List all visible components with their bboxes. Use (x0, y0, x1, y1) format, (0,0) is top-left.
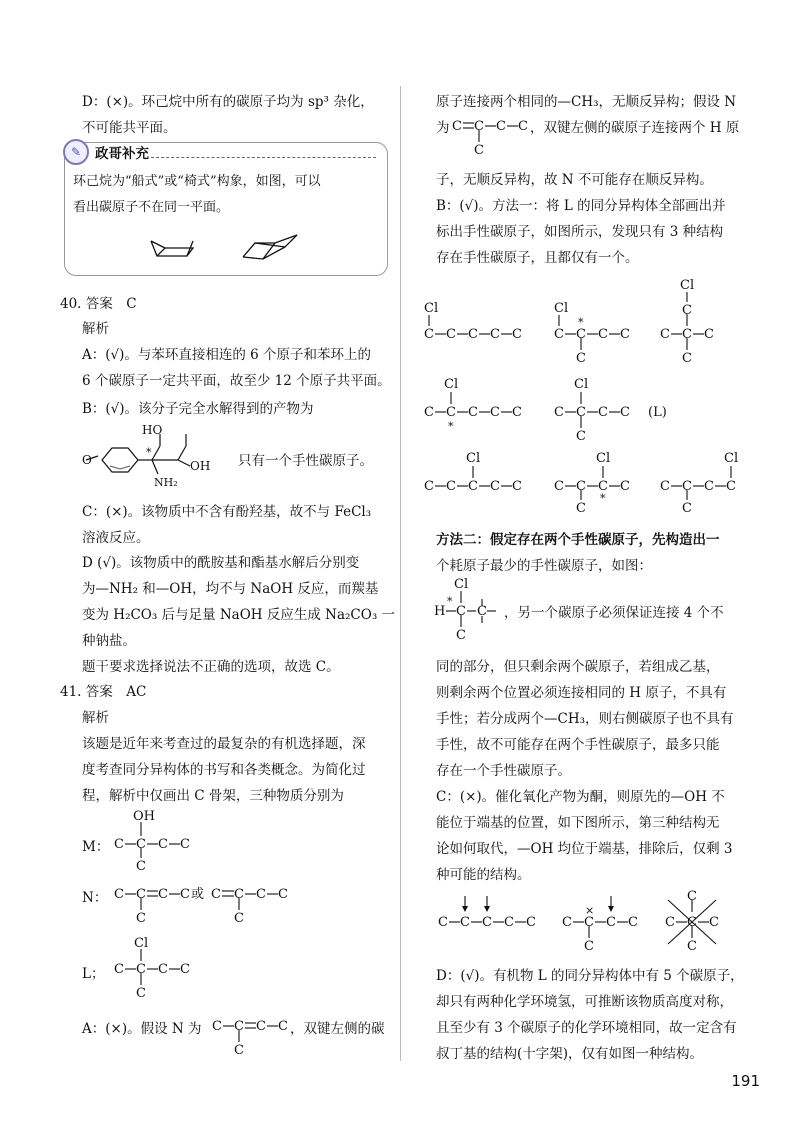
svg-text:C: C (687, 889, 697, 904)
q40-a-line1: A：(√)。与苯环直接相连的 6 个原子和苯环上的 (82, 347, 372, 363)
svg-text:C: C (620, 479, 630, 494)
svg-text:C: C (180, 962, 190, 977)
right-b-line1: B：(√)。方法一：将 L 的同分异构体全部画出并 (436, 198, 726, 214)
svg-text:C: C (136, 887, 146, 902)
svg-text:C: C (490, 479, 500, 494)
svg-text:C: C (709, 915, 719, 930)
svg-text:C: C (682, 501, 692, 516)
svg-text:Cl: Cl (596, 451, 611, 466)
svg-text:C: C (456, 604, 466, 619)
svg-text:C: C (554, 479, 564, 494)
svg-text:C: C (136, 986, 146, 1001)
svg-text:C: C (504, 915, 514, 930)
method2-line5: 手性；若分成两个—CH₃，则右侧碳原子也不具有 (436, 711, 734, 727)
svg-text:C: C (468, 327, 478, 342)
label-l: L； (82, 966, 105, 982)
svg-text:C: C (512, 405, 522, 420)
right-line2-pre: 为 (436, 120, 450, 136)
right-c-line3: 论如何取代，—OH 均位于端基，排除后，仅剩 3 (436, 841, 733, 857)
svg-text:C: C (212, 1019, 222, 1034)
svg-text:C: C (158, 962, 168, 977)
svg-text:C: C (424, 479, 434, 494)
svg-text:C: C (114, 887, 124, 902)
svg-text:C: C (158, 837, 168, 852)
right-c-line2: 能位于端基的位置，如下图所示，第三种结构无 (436, 815, 720, 831)
svg-text:C: C (452, 119, 462, 134)
q40-b-line1: B：(√)。该分子完全水解得到的产物为 (82, 401, 314, 417)
svg-text:C: C (554, 405, 564, 420)
svg-text:Cl: Cl (680, 278, 695, 293)
svg-text:C: C (456, 628, 466, 643)
svg-text:C: C (438, 915, 448, 930)
method2-line4: 则剩余两个位置必须连接相同的 H 原子，不具有 (436, 685, 727, 701)
svg-text:C: C (584, 939, 594, 954)
q41-header: 41. 答案 AC (60, 684, 147, 700)
svg-text:C: C (158, 887, 168, 902)
svg-text:C: C (136, 962, 146, 977)
svg-text:C: C (518, 119, 528, 134)
svg-text:H: H (434, 604, 446, 619)
boat-conformation (151, 241, 193, 256)
svg-text:C: C (598, 327, 608, 342)
svg-text:C: C (136, 859, 146, 874)
right-line1: 原子连接两个相同的—CH₃，无顺反异构；假设 N (436, 94, 737, 110)
method2-line6: 手性，故不可能存在两个手性碳原子，最多只能 (436, 737, 720, 753)
svg-text:C: C (682, 327, 692, 342)
page-number: 191 (731, 1072, 760, 1090)
q41-p-line3: 程，解析中仅画出 C 骨架，三种物质分别为 (82, 788, 344, 804)
svg-text:C: C (490, 405, 500, 420)
svg-text:C: C (477, 604, 487, 619)
svg-text:C: C (660, 479, 670, 494)
svg-text:C: C (474, 143, 484, 158)
right-line2-post: ，双键左侧的碳原子连接两个 H 原 (530, 120, 740, 136)
svg-text:C: C (682, 351, 692, 366)
supplement-header (63, 139, 149, 165)
right-d-line3: 且至少有 3 个碳原子的化学环境相同，故一定含有 (436, 1020, 737, 1036)
svg-text:C: C (234, 887, 244, 902)
svg-text:C: C (446, 327, 456, 342)
svg-text:C: C (180, 887, 190, 902)
svg-text:C: C (468, 405, 478, 420)
svg-text:C: C (598, 405, 608, 420)
or-text: 或 (191, 887, 205, 902)
svg-text:C: C (482, 915, 492, 930)
q40-analysis-label: 解析 (82, 321, 109, 337)
right-c-line4: 种可能的结构。 (436, 867, 531, 883)
supplement-title: 政哥补充 (95, 146, 149, 162)
option-d-prev-line1: D：(×)。环己烷中所有的碳原子均为 sp³ 杂化， (82, 94, 374, 110)
right-d-line2: 却只有两种化学环境氢，可推断该物质高度对称， (436, 994, 733, 1010)
svg-text:C: C (562, 915, 572, 930)
svg-text:C: C (278, 887, 288, 902)
q41-analysis-label: 解析 (82, 710, 109, 726)
svg-text:C: C (446, 405, 456, 420)
svg-text:*: * (578, 316, 584, 329)
q41-p-line1: 该题是近年来考查过的最复杂的有机选择题，深 (82, 736, 366, 752)
svg-text:×: × (585, 904, 595, 917)
svg-text:C: C (526, 915, 536, 930)
svg-text:C: C (576, 405, 586, 420)
q41-a-line-post: ，双键左侧的碳 (290, 1021, 385, 1037)
svg-text:C: C (211, 887, 221, 902)
svg-text:C: C (726, 479, 736, 494)
svg-text:Cl: Cl (574, 377, 589, 392)
label-m: M： (82, 839, 110, 855)
svg-text:C: C (704, 479, 714, 494)
methoxy-o: O (82, 453, 92, 467)
svg-text:C: C (598, 479, 608, 494)
structure-l (112, 935, 252, 1001)
label-n: N： (82, 890, 108, 906)
svg-text:C: C (136, 837, 146, 852)
q40-d-line1: D (√)。该物质中的酰胺基和酯基水解后分别变 (82, 555, 360, 571)
method2-line2: 个耗原子最少的手性碳原子，如图： (436, 558, 652, 574)
svg-text:OH: OH (133, 809, 155, 824)
svg-text:C: C (136, 911, 146, 926)
svg-text:Cl: Cl (454, 577, 469, 592)
svg-text:C: C (256, 887, 266, 902)
q40-header: 40. 答案 C (60, 296, 137, 312)
option-d-prev-line2: 不可能共平面。 (82, 120, 177, 136)
svg-text:C: C (584, 915, 594, 930)
atom-nh2: NH₂ (154, 476, 178, 489)
svg-text:*: * (600, 492, 606, 505)
svg-text:C: C (620, 327, 630, 342)
l-mark: (L) (648, 405, 667, 420)
svg-text:C: C (490, 327, 500, 342)
svg-text:Cl: Cl (466, 451, 481, 466)
svg-text:C: C (234, 1019, 244, 1034)
structure-n (112, 880, 352, 930)
svg-text:*: * (447, 595, 453, 608)
svg-text:C: C (665, 915, 675, 930)
svg-text:C: C (474, 119, 484, 134)
svg-text:C: C (512, 327, 522, 342)
svg-text:C: C (628, 915, 638, 930)
svg-text:C: C (460, 915, 470, 930)
atom-ho: HO (142, 423, 163, 437)
method2-line7: 存在一个手性碳原子。 (436, 763, 571, 779)
svg-text:C: C (180, 837, 190, 852)
supplement-line2: 看出碳原子不在同一平面。 (73, 200, 230, 215)
svg-text:C: C (620, 405, 630, 420)
svg-text:C: C (704, 327, 714, 342)
right-d-line1: D：(√)。有机物 L 的同分异构体中有 5 个碳原子， (436, 968, 744, 984)
supplement-line1: 环己烷为“船式”或“椅式”构象，如图，可以 (73, 174, 321, 189)
svg-text:C: C (496, 119, 506, 134)
svg-text:C: C (576, 501, 586, 516)
svg-text:C: C (468, 479, 478, 494)
right-d-line4: 叔丁基的结构(十字架)，仅有如图一种结构。 (436, 1046, 704, 1062)
supplement-box (64, 142, 388, 276)
svg-text:C: C (234, 1043, 244, 1058)
svg-text:C: C (576, 327, 586, 342)
oxidation-structures (436, 889, 746, 954)
svg-text:C: C (256, 1019, 266, 1034)
note-icon: ✎ (63, 139, 89, 165)
svg-text:Cl: Cl (554, 301, 569, 316)
q40-c-line1: C：(×)。该物质中不含有酚羟基，故不与 FeCl₃ (82, 504, 372, 520)
svg-text:C: C (682, 479, 692, 494)
cyclohexane-conformations (145, 229, 315, 269)
q40-conclusion: 题干要求选择说法不正确的选项，故选 C。 (82, 659, 340, 675)
svg-text:C: C (576, 429, 586, 444)
svg-text:C: C (687, 915, 697, 930)
l-isomers-diagram (422, 278, 752, 516)
svg-text:C: C (576, 479, 586, 494)
svg-text:*: * (448, 420, 454, 433)
q40-c-line2: 溶液反应。 (82, 530, 150, 546)
svg-text:C: C (687, 939, 697, 954)
svg-text:C: C (554, 327, 564, 342)
column-divider (400, 86, 401, 1061)
svg-text:C: C (278, 1019, 288, 1034)
right-b-line2: 标出手性碳原子，如图所示，发现只有 3 种结构 (436, 224, 724, 240)
right-c-line1: C：(×)。催化氧化产物为酮，则原先的—OH 不 (436, 789, 725, 805)
chiral-star: * (146, 446, 152, 459)
svg-text:C: C (576, 351, 586, 366)
method2-line3: 同的部分，但只剩余两个碳原子，若组成乙基， (436, 659, 720, 675)
svg-text:C: C (660, 327, 670, 342)
svg-text:C: C (446, 479, 456, 494)
chair-conformation (243, 235, 297, 259)
q40-a-line2: 6 个碳原子一定共平面，故至少 12 个原子共平面。 (82, 373, 391, 389)
structure-m (112, 808, 252, 874)
q40-d-line3: 变为 H₂CO₃ 后与足量 NaOH 反应生成 Na₂CO₃ 一 (82, 607, 396, 623)
method2-line1: 方法二：假定存在两个手性碳原子，先构造出一 (436, 532, 720, 548)
svg-text:C: C (114, 962, 124, 977)
q40-b-tail: 只有一个手性碳原子。 (238, 453, 373, 469)
svg-text:Cl: Cl (424, 301, 439, 316)
svg-text:Cl: Cl (444, 377, 459, 392)
svg-text:C: C (606, 915, 616, 930)
svg-text:C: C (424, 405, 434, 420)
svg-text:C: C (234, 911, 244, 926)
right-line3: 子，无顺反异构，故 N 不可能存在顺反异构。 (436, 172, 713, 188)
method2-tail: ，另一个碳原子必须保证连接 4 个不 (504, 605, 724, 621)
q40-d-line4: 种钠盐。 (82, 633, 136, 649)
q41-a-line-pre: A：(×)。假设 N 为 (82, 1021, 202, 1037)
atom-oh-right: OH (190, 459, 211, 473)
svg-text:Cl: Cl (134, 936, 149, 951)
svg-text:Cl: Cl (724, 451, 739, 466)
svg-text:C: C (682, 303, 692, 318)
svg-text:C: C (424, 327, 434, 342)
right-b-line3: 存在手性碳原子，且都仅有一个。 (436, 250, 639, 266)
svg-text:C: C (114, 837, 124, 852)
supplement-divider (151, 157, 376, 158)
hydrolysis-product-structure (82, 420, 262, 495)
q40-d-line2: 为—NH₂ 和—OH，均不与 NaOH 反应，而羰基 (82, 581, 379, 597)
svg-text:C: C (512, 479, 522, 494)
q41-p-line2: 度考查同分异构体的书写和各类概念。为简化过 (82, 762, 366, 778)
